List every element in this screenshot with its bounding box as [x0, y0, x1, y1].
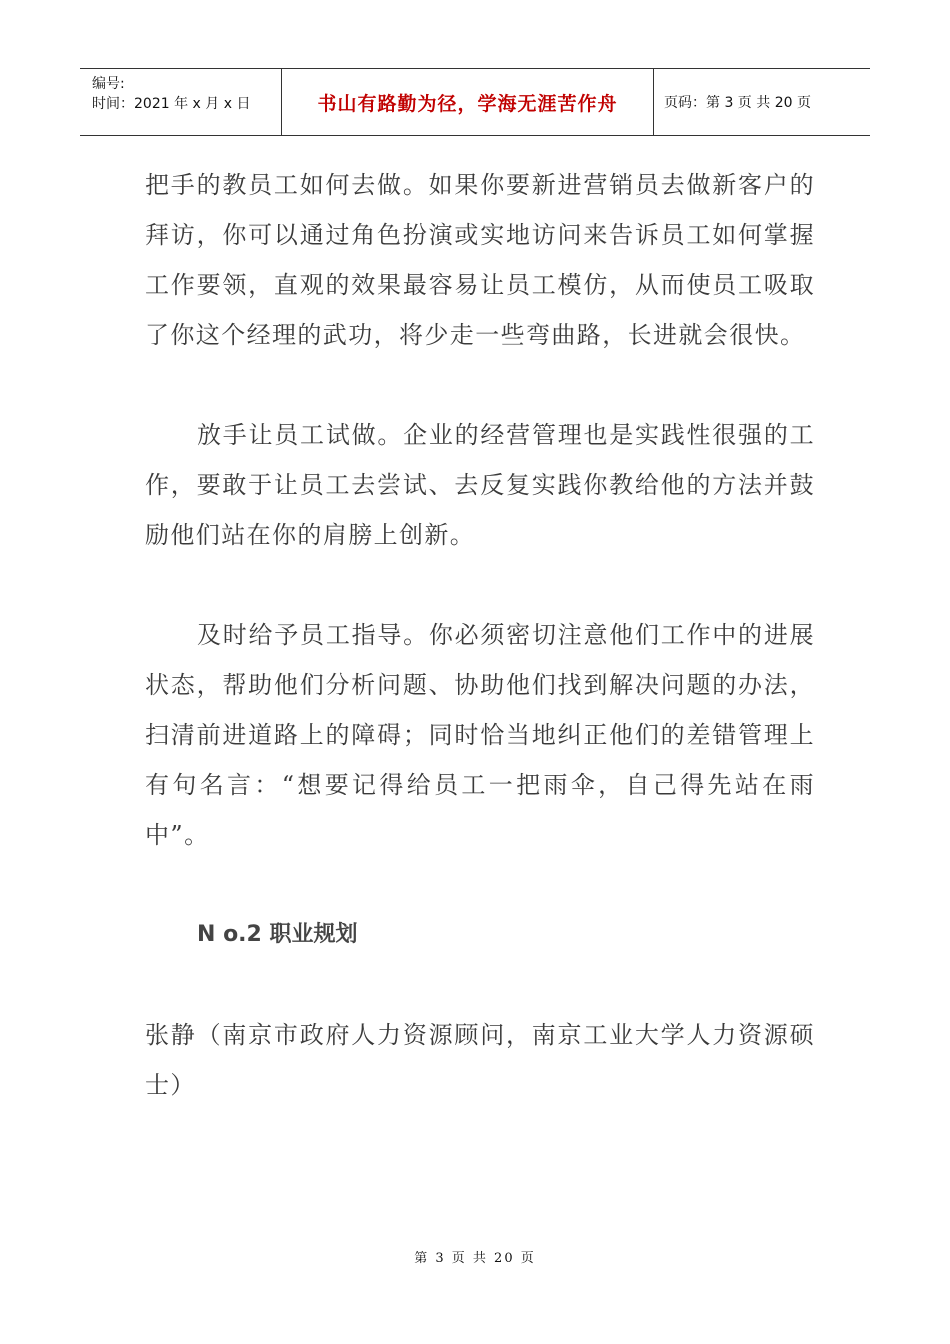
paragraph-gap [145, 560, 815, 610]
paragraph-gap [145, 860, 815, 910]
paragraph-gap [145, 960, 815, 1010]
document-body [145, 160, 815, 1110]
header-motto: 书山有路勤为径，学海无涯苦作舟 [317, 92, 618, 115]
page-footer: 第 3 页 共 20 页 [414, 1251, 536, 1266]
body-paragraph: 把手的教员工如何去做。如果你要新进营销员去做新客户的拜访，你可以通过角色扮演或实地访问来告诉员工如何掌握工作要领，直观的效果最容易让员工模仿，从而使员工吸取了你这个经理的武功，将少走一些弯曲路，长进就会很快。 [145, 171, 815, 349]
header-divider [653, 69, 654, 135]
body-paragraph: 及时给予员工指导。你必须密切注意他们工作中的进展状态，帮助他们分析问题、协助他们找到解决问题的办法，扫清前进道路上的障碍；同时恰当地纠正他们的差错管理上有句名言：“想要记得给员工一把雨伞，自己得先站在雨中”。 [145, 621, 815, 849]
body-paragraph: 放手让员工试做。企业的经营管理也是实践性很强的工作，要敢于让员工去尝试、去反复实践你教给他的方法并鼓励他们站在你的肩膀上创新。 [145, 421, 815, 549]
header-meta [80, 69, 280, 135]
section-heading: N o.2 职业规划 [197, 922, 358, 947]
author-paragraph: 张静（南京市政府人力资源顾问，南京工业大学人力资源硕士） [145, 1021, 815, 1099]
document-header [80, 68, 870, 136]
paragraph-gap [145, 360, 815, 410]
document-number-label: 编号: [92, 76, 125, 92]
header-page-info: 页码：第 3 页 共 20 页 [664, 95, 811, 111]
document-date: 时间：2021 年 x 月 x 日 [92, 96, 251, 112]
